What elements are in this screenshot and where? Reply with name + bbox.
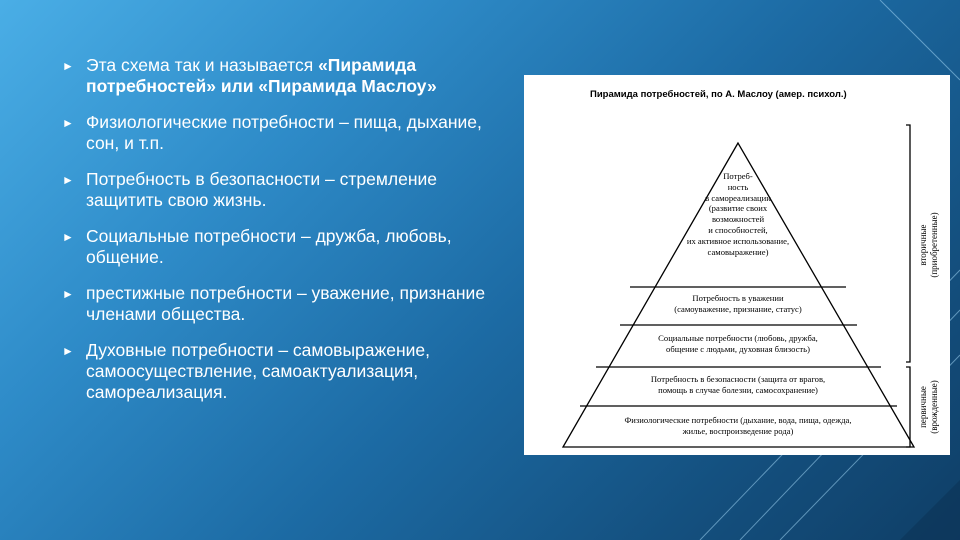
bullet-arrow-icon: ► [62, 287, 74, 301]
bullet-arrow-icon: ► [62, 116, 74, 130]
bullet-item: ► Физиологические потребности – пища, дыхание, сон, и т.п. [62, 112, 482, 153]
bullet-arrow-icon: ► [62, 173, 74, 187]
pyramid-drawing [524, 75, 950, 455]
bullet-arrow-icon: ► [62, 230, 74, 244]
level-safety: Потребность в безопасности (защита от врагов, помощь в случае болезни, самосохранение) [650, 374, 826, 395]
bullet-item: ► престижные потребности – уважение, признание членами общества. [62, 283, 486, 324]
bracket-secondary [906, 125, 910, 362]
figure-title: Пирамида потребностей, по А. Маслоу (амер. психол.) [590, 89, 847, 100]
bullet-item: ► Социальные потребности – дружба, любовь, общение. [62, 226, 452, 267]
level-esteem: Потребность в уважении (самоуважение, признание, статус) [674, 293, 802, 314]
bullet-arrow-icon: ► [62, 344, 74, 358]
level-physiological: Физиологические потребности (дыхание, вода, пища, одежда, жилье, воспроизведение рода) [624, 415, 852, 436]
bullet-item: ► Духовные потребности – самовыражение, самоосуществление, самоактуализация, самореализация. [62, 340, 430, 402]
label-primary-needs: первичные (врожденные) [918, 380, 939, 434]
level-self-actualization: Потреб- ность в самореализации (развитие своих возможностей и способностей, их активное использование, самовыражение) [686, 171, 790, 257]
bullet-arrow-icon: ► [62, 59, 74, 73]
label-secondary-needs: вторичные (приобретенные) [918, 212, 939, 278]
bullet-item: ► Потребность в безопасности – стремление защитить свою жизнь. [62, 169, 437, 210]
bullet-list [62, 55, 502, 418]
maslow-pyramid-figure [524, 75, 950, 455]
bullet-item: ► Эта схема так и называется «Пирамида потребностей» или «Пирамида Маслоу» [62, 55, 437, 96]
level-social: Социальные потребности (любовь, дружба, общение с людьми, духовная близость) [658, 333, 818, 354]
